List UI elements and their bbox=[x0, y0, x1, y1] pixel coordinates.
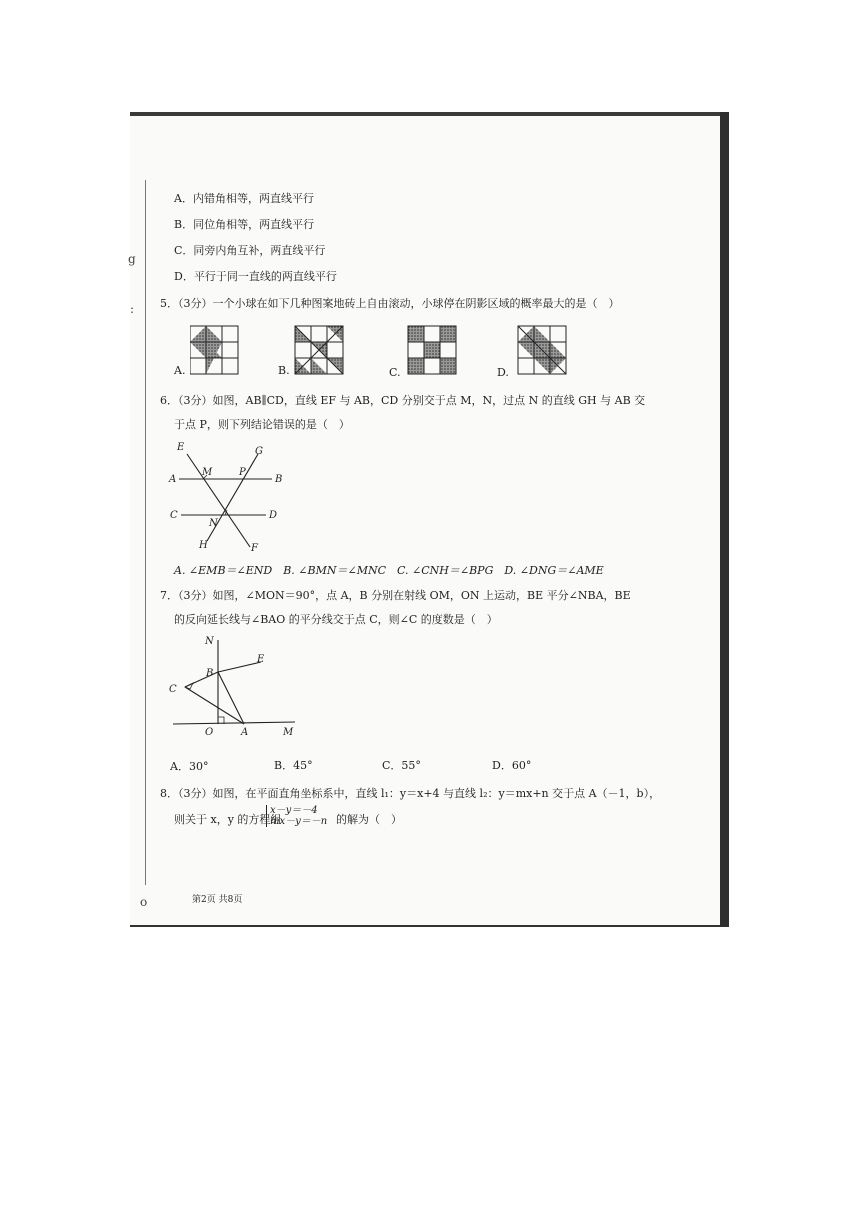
q5-label-a: A. bbox=[174, 364, 186, 377]
side-mark: g bbox=[128, 252, 136, 266]
q6-options: A. ∠EMB＝∠END B. ∠BMN＝∠MNC C. ∠CNH＝∠BPG D. ∠DNG＝∠AME bbox=[174, 564, 604, 577]
q4-option-c: C．同旁内角互补，两直线平行 bbox=[174, 244, 326, 257]
q5-pattern-c bbox=[408, 326, 456, 374]
q4-option-a: A．内错角相等，两直线平行 bbox=[174, 192, 314, 205]
point-g: G bbox=[255, 446, 263, 457]
point-c: C bbox=[169, 684, 177, 695]
point-e: E bbox=[177, 442, 185, 453]
page-footer: 第2页 共8页 bbox=[192, 895, 243, 905]
q8-eq2: mx－y＝－n bbox=[270, 816, 328, 827]
point-n: N bbox=[205, 636, 214, 647]
point-o: O bbox=[205, 727, 214, 738]
q8-equation-system bbox=[266, 805, 327, 827]
q7-option-c: C．55° bbox=[382, 759, 421, 772]
binding-margin-line bbox=[145, 180, 146, 885]
q4-option-b: B．同位角相等，两直线平行 bbox=[174, 218, 315, 231]
q7-figure bbox=[165, 632, 305, 744]
point-p: P bbox=[239, 467, 246, 478]
point-m: M bbox=[283, 727, 294, 738]
point-n: N bbox=[209, 518, 218, 529]
q5-pattern-b bbox=[295, 326, 343, 374]
q7-stem-line2: 的反向延长线与∠BAO 的平分线交于点 C，则∠C 的度数是（ ） bbox=[174, 613, 498, 626]
q8-stem-suffix: 的解为（ ） bbox=[336, 813, 402, 826]
point-b: B bbox=[275, 474, 283, 485]
q5-label-d: D. bbox=[497, 366, 509, 379]
q7-stem-line1: 7．（3分）如图，∠MON＝90°，点 A，B 分别在射线 OM，ON 上运动，BE 平分∠NBA，BE bbox=[160, 589, 631, 602]
page-right-edge bbox=[720, 112, 729, 927]
point-m: M bbox=[202, 467, 213, 478]
point-b: B bbox=[206, 668, 214, 679]
point-d: D bbox=[269, 510, 278, 521]
q7-option-a: A．30° bbox=[170, 760, 209, 773]
ray-om bbox=[173, 722, 295, 724]
side-mark: : bbox=[130, 302, 135, 316]
q5-stem: 5．（3分）一个小球在如下几种图案地砖上自由滚动，小球停在阴影区域的概率最大的是（ ） bbox=[160, 297, 620, 310]
q6-stem-line1: 6．（3分）如图，AB∥CD，直线 EF 与 AB，CD 分别交于点 M，N，过点 N 的直线 GH 与 AB 交 bbox=[160, 394, 646, 407]
q4-option-d: D．平行于同一直线的两直线平行 bbox=[174, 270, 337, 283]
q5-pattern-d bbox=[518, 326, 566, 374]
page-top-edge bbox=[130, 112, 728, 116]
q8-stem-prefix: 则关于 x，y 的方程组 bbox=[174, 813, 282, 826]
point-e: E bbox=[257, 654, 265, 665]
point-a: A bbox=[241, 727, 249, 738]
q5-pattern-a bbox=[190, 326, 238, 374]
point-c: C bbox=[170, 510, 178, 521]
point-h: H bbox=[199, 540, 208, 551]
q5-tile-patterns bbox=[190, 322, 580, 382]
q8-eq1: x－y＝－4 bbox=[270, 805, 318, 816]
ray-be bbox=[218, 662, 261, 672]
q6-stem-line2: 于点 P，则下列结论错误的是（ ） bbox=[174, 418, 350, 431]
q5-label-c: C. bbox=[389, 366, 401, 379]
side-mark: o bbox=[140, 895, 148, 909]
q7-option-d: D．60° bbox=[492, 759, 532, 772]
q7-option-b: B．45° bbox=[274, 759, 313, 772]
q5-label-b: B. bbox=[278, 364, 290, 377]
point-f: F bbox=[251, 543, 258, 554]
q8-stem-line1: 8．（3分）如图，在平面直角坐标系中，直线 l₁：y＝x+4 与直线 l₂：y＝mx+n 交于点 A（－1，b）， bbox=[160, 787, 661, 800]
point-a: A bbox=[169, 474, 177, 485]
page-bottom-edge bbox=[130, 925, 728, 927]
q6-figure bbox=[165, 438, 295, 558]
